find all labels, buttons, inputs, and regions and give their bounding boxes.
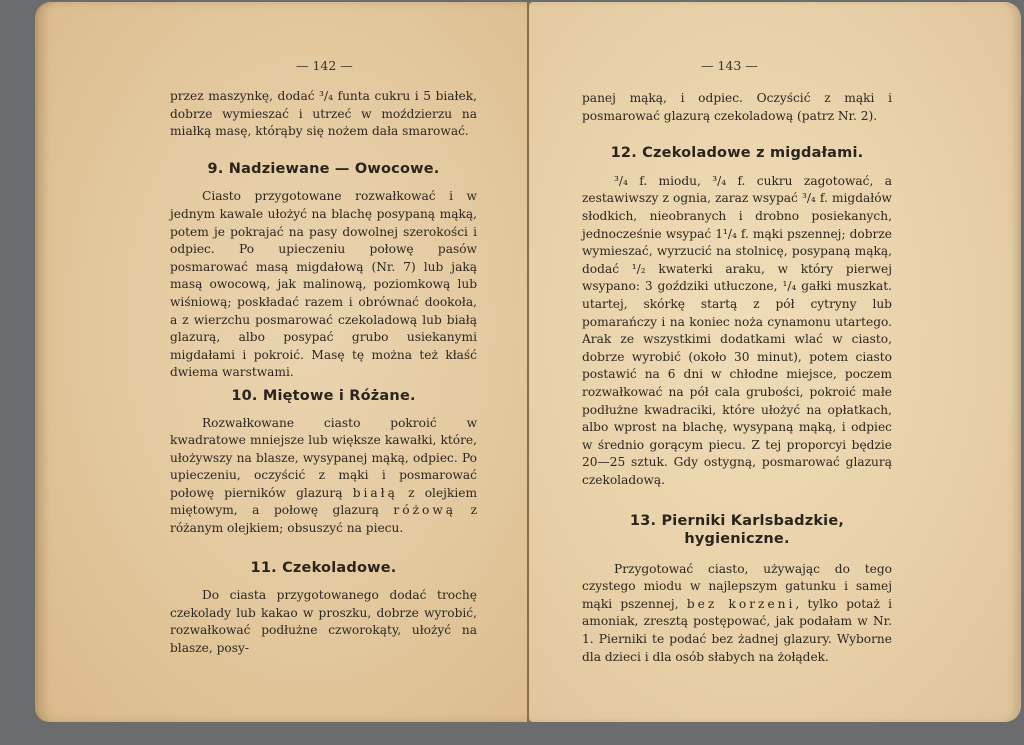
section-body	[170, 415, 477, 538]
section-body: Ciasto przygotowane rozwałkować i w jednym kawale ułożyć na blachę posypaną mąką, potem je pokrajać na pasy dowolnej szerokości i odpiec. Po upieczeniu połowę pasów posmarować masą migdałową (Nr. 7) lub jaką masą owocową, jak malinową, poziomkową lub wiśniową; poskładać razem i obrównać dookoła, a z wierzchu posmarować czekoladową lub białą glazurą, albo posypać grubo usiekanymi migdałami i pokroić. Masę tę można też kłaść dwiema warstwami.	[170, 189, 477, 380]
page-number: — 142 —	[296, 58, 353, 73]
spaced-text: białą	[352, 485, 398, 500]
left-page	[35, 2, 531, 722]
section-body	[582, 561, 892, 667]
text-column	[582, 90, 892, 666]
section-heading: 13. Pierniki Karlsbadzkie, hygieniczne.	[629, 513, 845, 548]
section-heading: 10. Miętowe i Różane.	[231, 387, 416, 404]
text-run: z różanym olejkiem; obsuszyć na piecu.	[170, 503, 477, 536]
section-heading: 9. Nadziewane — Owocowe.	[207, 160, 440, 177]
section-heading: 12. Czekoladowe z migdałami.	[610, 145, 864, 162]
right-page	[529, 2, 1021, 722]
spaced-text: bez korzeni	[686, 596, 796, 611]
continuation-paragraph: przez maszynkę, dodać ³/₄ funta cukru i 5 białek, dobrze wymieszać i utrzeć w moździerzu na miałką masę, którąby się nożem dała smarować.	[170, 89, 477, 139]
section-body: Do ciasta przygotowanego dodać trochę czekolady lub kakao w proszku, dobrze wyrobić, rozwałkować podłużne czworokąty, ułożyć na blasze, posy-	[170, 588, 477, 656]
text-run: Rozwałkowane ciasto pokroić w kwadratowe mniejsze lub większe kawałki, które, ułożywszy na blasze, wysypanej mąką, odpiec. Po upieczeniu, oczyścić z mąki i posmarować połowę pierników glazurą	[170, 415, 477, 500]
text-column	[170, 88, 477, 658]
page-number: — 143 —	[701, 58, 758, 73]
section-heading: 11. Czekoladowe.	[250, 559, 397, 576]
text-run: Przygotować ciasto, używając do tego czystego miodu w najlepszym gatunku i samej mąki pszennej,	[582, 561, 892, 611]
continuation-paragraph: panej mąką, i odpiec. Oczyścić z mąki i posmarować glazurą czekoladową (patrz Nr. 2).	[582, 91, 892, 123]
section-body: ³/₄ f. miodu, ³/₄ f. cukru zagotować, a zestawiwszy z ognia, zaraz wsypać ³/₄ f. migdałów słodkich, nieobranych i drobno posiekanych, jednocześnie wsypać 1¹/₄ f. mąki pszennej; dobrze wymieszać, wyrzucić na stolnicę, posypaną mąką, dodać ¹/₂ kwaterki araku, w który pierwej wsypano: 3 goździki utłuczone, ¹/₄ gałki muszkat. utartej, skórkę startą z pół cytryny lub pomarańczy i na koniec noża cynamonu utartego. Arak ze wszystkimi dodatkami wlać w ciasto, dobrze wyrobić (około 30 minut), potem ciasto postawić na 6 dni w chłodne miejsce, poczem rozwałkować na pół cala grubości, pokroić małe podłużne kwadraciki, które ułożyć na opłatkach, albo wprost na blachę, wysypaną mąką, i odpiec w średnio gorącym piecu. Z tej proporcyi będzie 20—25 sztuk. Gdy ostygną, posmarować glazurą czekoladową.	[582, 173, 892, 487]
text-run: z olejkiem miętowym, a połowę glazurą	[170, 485, 477, 518]
spaced-text: różową	[393, 503, 457, 518]
text-run: , tylko potaż i amoniak, zresztą postępować, jak podałam w Nr. 1. Pierniki te podać bez żadnej glazury. Wyborne dla dzieci i dla osób słabych na żołądek.	[582, 596, 892, 664]
